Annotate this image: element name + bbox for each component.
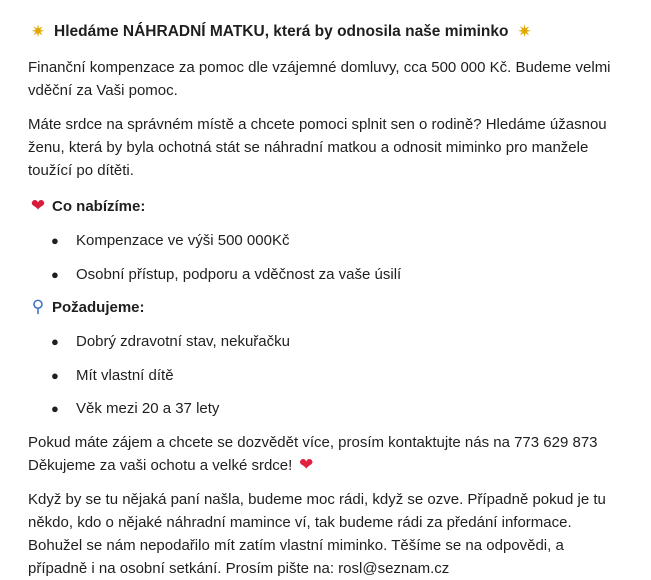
list-item-text: Mít vlastní dítě [76, 366, 174, 384]
closing-paragraph: Když by se tu nějaká paní našla, budeme moc rádi, když se ozve. Případně pokud je tu někdo, kdo o nějaké náhradní mamince ví, tak budeme rádi za předání informace. Bohužel se nám nepodařilo mít zatím vlastní miminko. Těšíme se na odpovědi, a případně i na osobní setkání. Prosím pište na: rosl@seznam.cz [28, 490, 606, 577]
list-item [28, 364, 625, 398]
thanks-text: Děkujeme za vaši ochotu a velké srdce! [28, 456, 293, 474]
bullet-icon: ● [51, 401, 59, 416]
bullet-icon: ● [51, 266, 59, 282]
contact-line: Pokud máte zájem a chcete se dozvědět více, prosím kontaktujte nás na 773 629 873 [28, 433, 598, 451]
thanks-line [28, 454, 625, 477]
bullet-icon: ● [51, 334, 59, 349]
list-item-text: Věk mezi 20 a 37 lety [76, 400, 220, 417]
intro-paragraph-search: Máte srdce na správném místě a chcete pomoci splnit sen o rodině? Hledáme úžasnou ženu, která by byla ochotná stát se náhradní matkou a odnosit miminko pro manžele toužící po dítěti. [28, 116, 607, 179]
post-title [28, 0, 625, 43]
offer-heading-text: Co nabízíme: [52, 198, 146, 215]
list-item-text: Osobní přístup, podporu a vděčnost za vaše úsilí [76, 265, 402, 283]
sparkle-icon: ✷ [30, 22, 46, 42]
sparkle-icon: ✷ [517, 22, 532, 42]
offer-list [28, 229, 625, 296]
list-item [28, 263, 625, 297]
list-item [28, 397, 625, 431]
list-item-text: Kompenzace ve výši 500 000Kč [76, 232, 290, 249]
magnifier-icon: ⚲ [31, 297, 45, 317]
red-heart-icon: ❤ [299, 454, 314, 475]
list-item [28, 229, 625, 263]
list-item-text: Dobrý zdravotní stav, nekuřačku [76, 333, 290, 350]
bullet-icon: ● [51, 233, 59, 248]
bullet-icon: ● [51, 367, 59, 383]
requirements-heading-text: Požadujeme: [52, 299, 145, 316]
offer-heading [28, 195, 625, 218]
requirements-list [28, 330, 625, 431]
intro-paragraph-compensation: Finanční kompenzace za pomoc dle vzájemné domluvy, cca 500 000 Kč. Budeme velmi vděční za Vaši pomoc. [28, 59, 611, 99]
post-title-text: Hledáme NÁHRADNÍ MATKU, která by odnosila naše miminko [54, 23, 509, 40]
requirements-heading [28, 296, 625, 319]
heart-icon: ❤ [30, 196, 46, 216]
list-item [28, 330, 625, 364]
